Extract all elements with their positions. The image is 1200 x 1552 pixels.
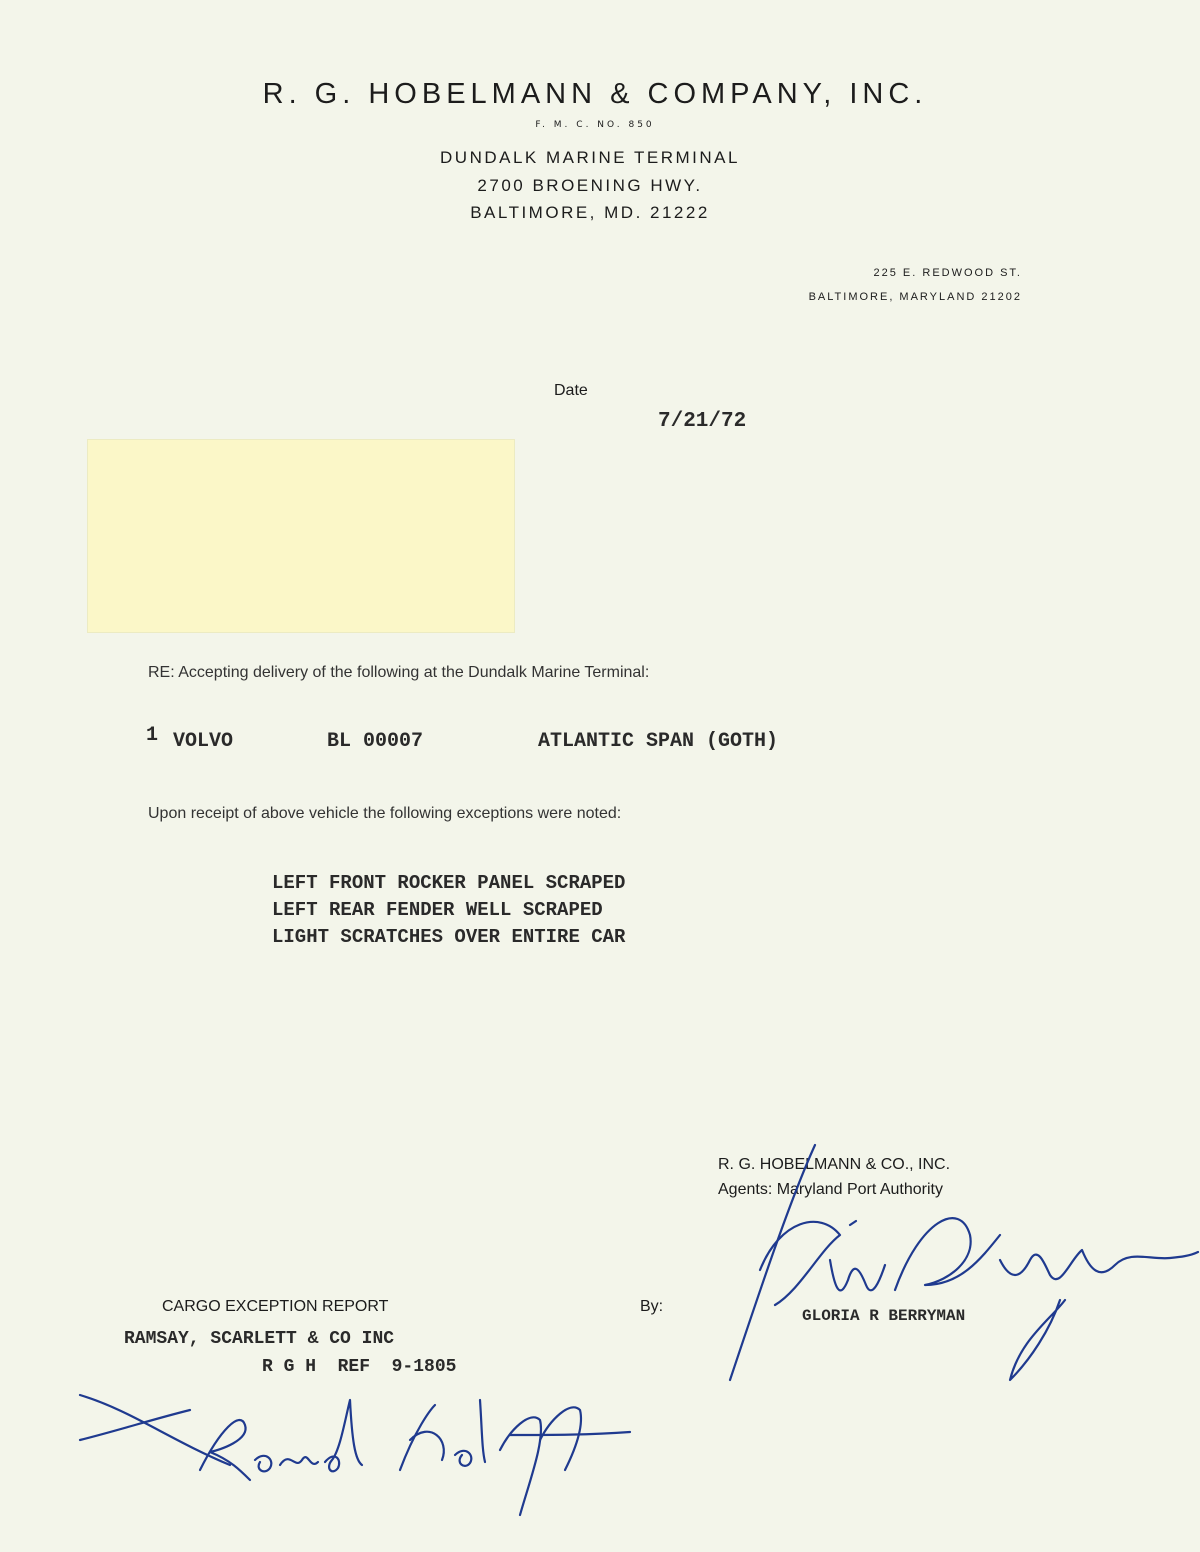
- exceptions-intro: Upon receipt of above vehicle the following exceptions were noted:: [148, 805, 622, 822]
- re-line: RE: Accepting delivery of the following at the Dundalk Marine Terminal:: [148, 664, 650, 681]
- office-city: BALTIMORE, MARYLAND 21202: [808, 291, 1022, 303]
- date-value: 7/21/72: [658, 410, 747, 433]
- company-name: R. G. HOBELMANN & COMPANY, INC.: [262, 78, 928, 110]
- redaction-label: [88, 440, 514, 632]
- agents-line: Agents: Maryland Port Authority: [718, 1181, 943, 1198]
- item-bl-number: BL 00007: [327, 730, 424, 753]
- exception-line: LEFT REAR FENDER WELL SCRAPED: [272, 899, 603, 921]
- terminal-street: 2700 BROENING HWY.: [477, 176, 703, 195]
- terminal-city: BALTIMORE, MD. 21222: [470, 203, 710, 222]
- by-label: By:: [640, 1298, 664, 1315]
- reference-number: R G H REF 9-1805: [262, 1357, 457, 1377]
- agent-signature: [720, 1140, 1200, 1390]
- report-title: CARGO EXCEPTION REPORT: [162, 1298, 389, 1315]
- consignee-signature: [70, 1380, 650, 1520]
- fmc-number: F. M. C. NO. 850: [535, 120, 655, 130]
- date-label: Date: [554, 382, 588, 399]
- item-qty: 1: [146, 724, 159, 747]
- office-street: 225 E. REDWOOD ST.: [873, 267, 1022, 279]
- item-vessel: ATLANTIC SPAN (GOTH): [538, 730, 779, 753]
- consignee: RAMSAY, SCARLETT & CO INC: [124, 1329, 395, 1349]
- terminal-name: DUNDALK MARINE TERMINAL: [440, 148, 740, 167]
- item-make: VOLVO: [173, 730, 234, 753]
- exception-line: LEFT FRONT ROCKER PANEL SCRAPED: [272, 872, 626, 894]
- signer-name: GLORIA R BERRYMAN: [802, 1307, 966, 1325]
- exception-line: LIGHT SCRATCHES OVER ENTIRE CAR: [272, 926, 626, 948]
- agent-company: R. G. HOBELMANN & CO., INC.: [718, 1156, 951, 1173]
